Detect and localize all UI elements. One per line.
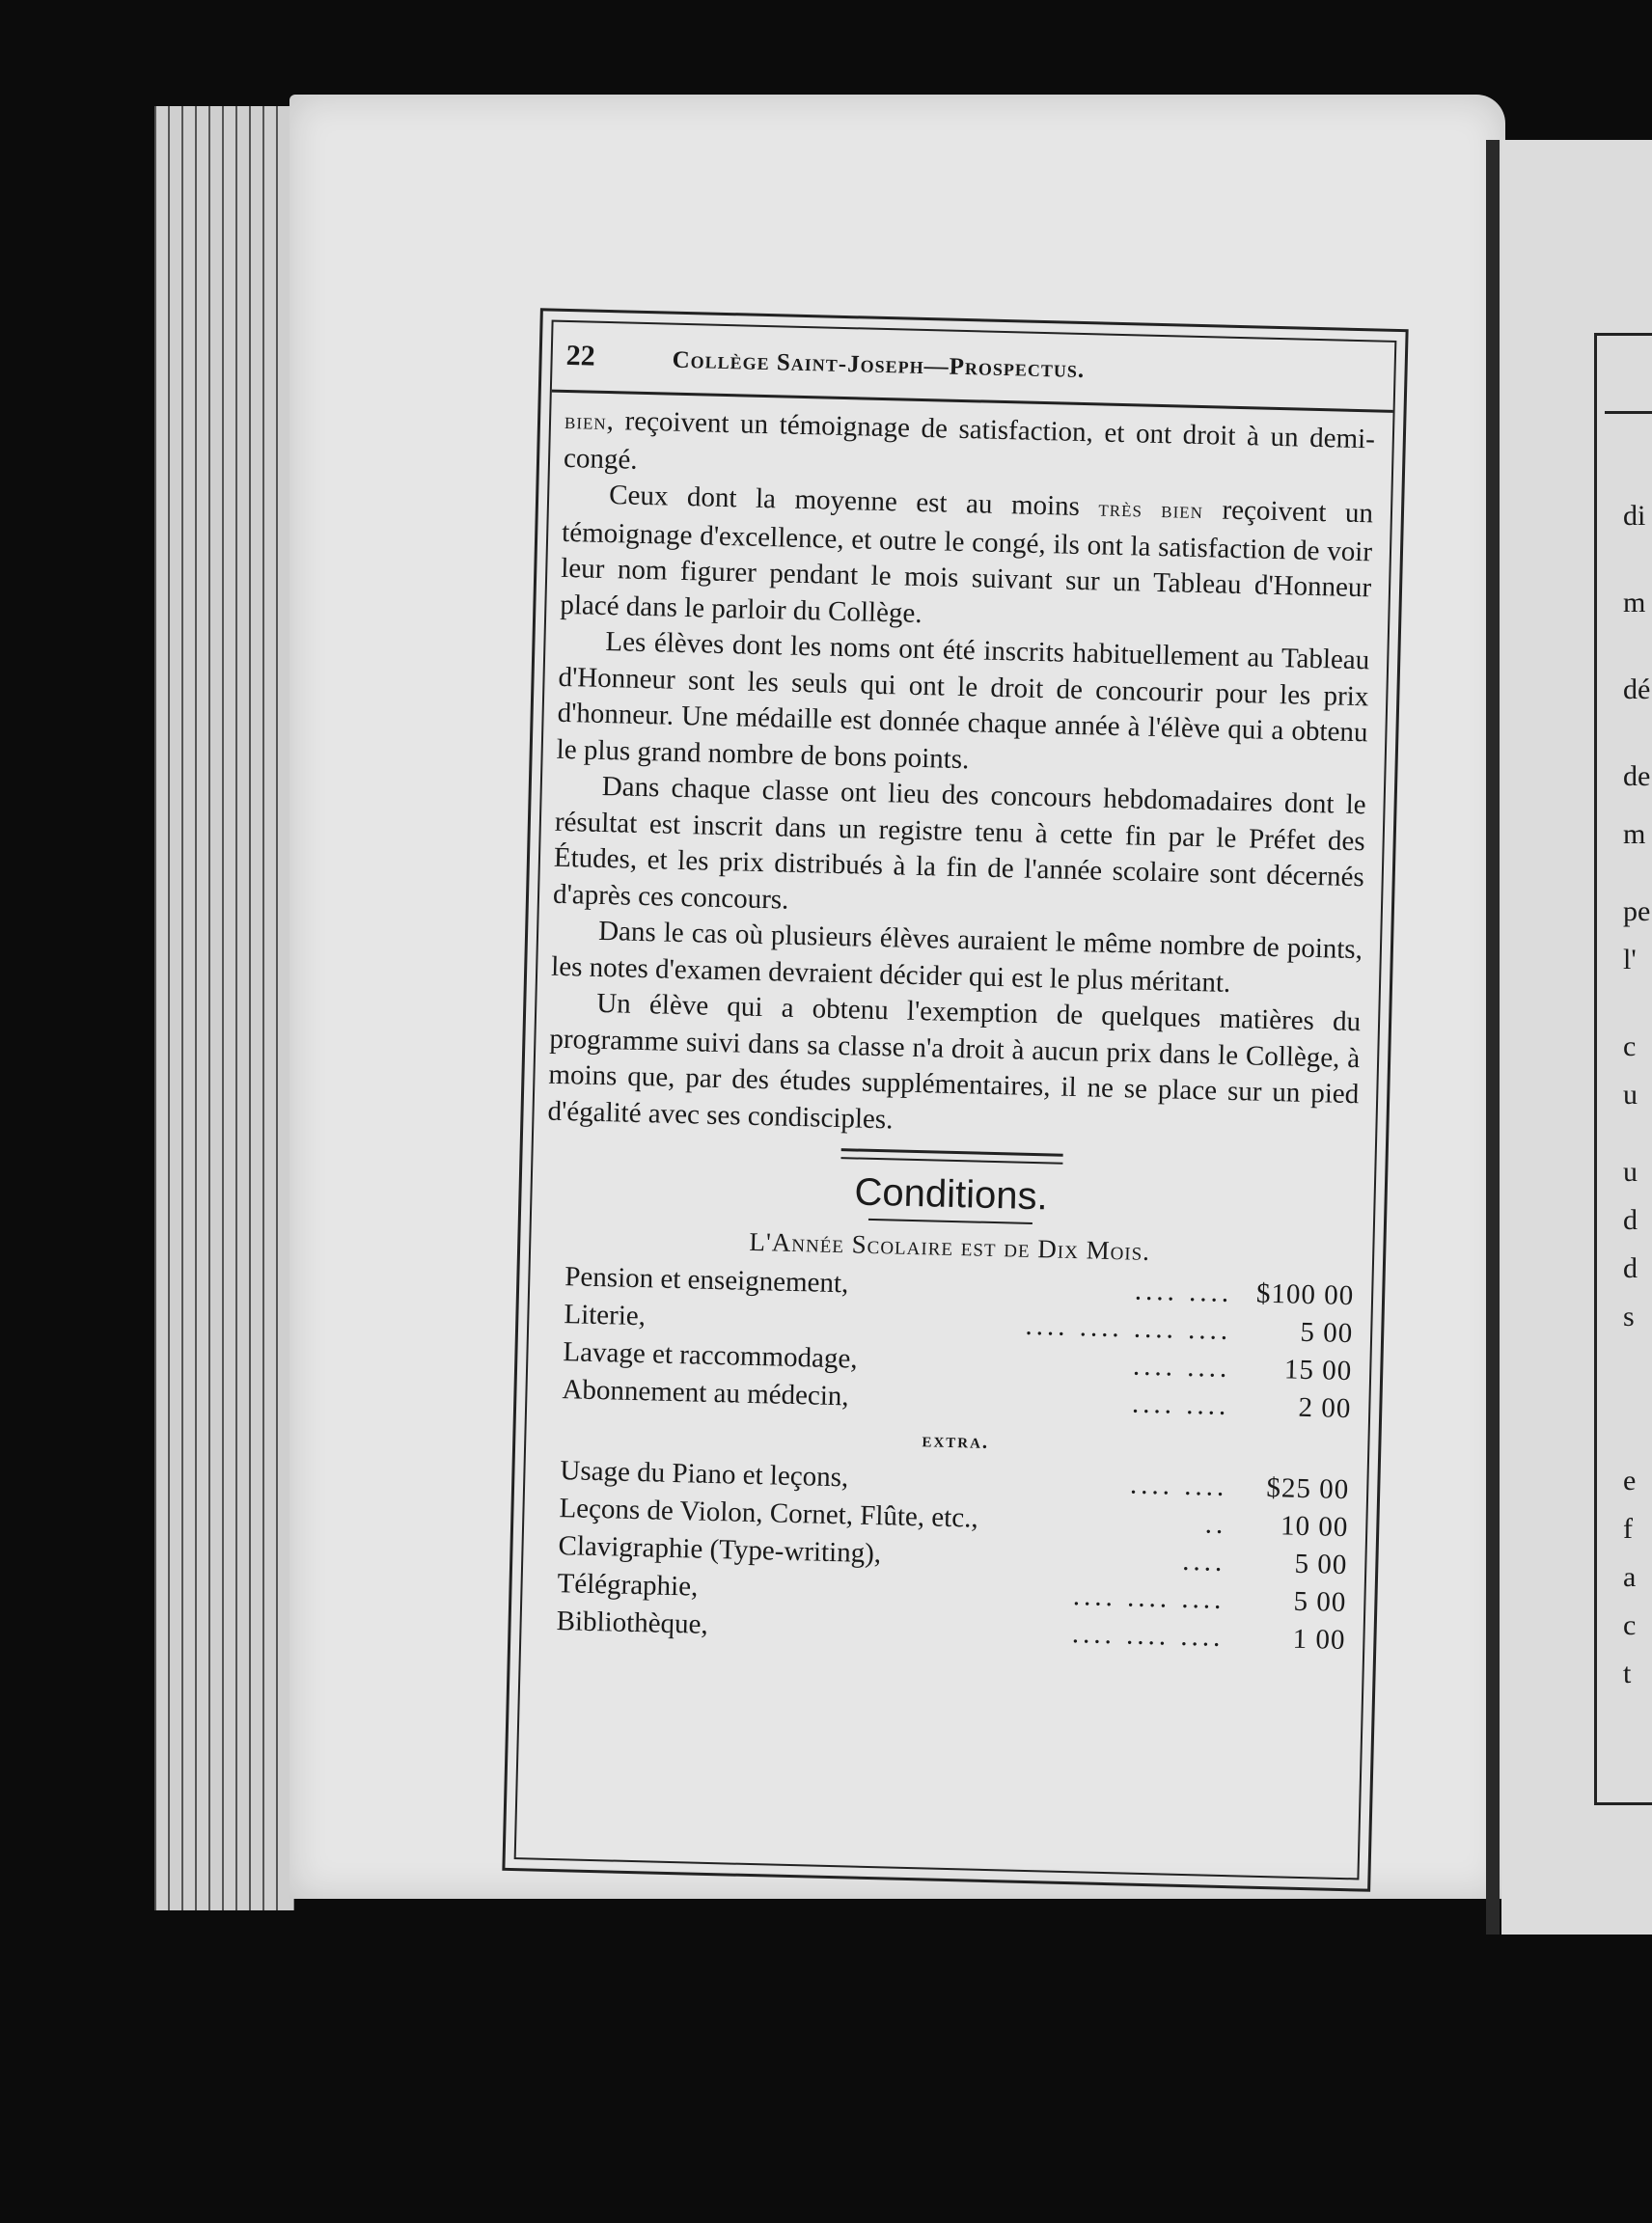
facing-page-fragment: u (1623, 1079, 1638, 1111)
facing-page-fragment: t (1623, 1658, 1632, 1689)
facing-page-fragment: m (1623, 818, 1646, 850)
facing-page-fragment: f (1623, 1513, 1633, 1545)
book-gutter (1486, 140, 1500, 1935)
section-divider (840, 1148, 1062, 1165)
fee-row: Abonnement au médecin, .... .... 2 00 (562, 1374, 1352, 1425)
facing-page-text (1623, 502, 1652, 1756)
extra-fee-row: Bibliothèque, .... .... .... 1 00 (556, 1606, 1346, 1657)
school-year-line: L'Année Scolaire est de Dix Mois. (749, 1226, 1151, 1266)
facing-page-fragment: d (1623, 1252, 1638, 1284)
extra-fee-row: Leçons de Violon, Cornet, Flûte, etc., .. 10 00 (559, 1493, 1349, 1544)
page-number: 22 (565, 339, 596, 372)
title-rule (868, 1219, 1032, 1224)
fee-row: Lavage et raccommodage, .... .... 15 00 (563, 1336, 1353, 1387)
running-title: Collège Saint-Joseph—Prospectus. (672, 346, 1086, 384)
page-header (552, 322, 1395, 413)
fee-row: Pension et enseignement, .... .... $100 00 (564, 1261, 1355, 1312)
extra-fee-row: Usage du Piano et leçons, .... .... $25 00 (560, 1455, 1350, 1506)
facing-page-fragment: pe (1623, 895, 1651, 927)
fee-row: Literie, .... .... .... .... 5 00 (564, 1299, 1354, 1350)
facing-page-fragment: e (1623, 1465, 1637, 1496)
facing-page-fragment: c (1623, 1609, 1637, 1641)
conditions-title: Conditions. (854, 1170, 1049, 1219)
fee-list (556, 1258, 1354, 1660)
paragraph: Ceux dont la moyenne est au moins très bien reçoivent un témoignage d'excellence, et outre le congé, ils ont la satisfaction de voir leur nom figurer pendant le mois suivant sur un Tableau d'Honneur placé dans le parloir du Collège. (560, 480, 1374, 629)
facing-page-fragment: a (1623, 1561, 1637, 1593)
extra-fee-row: Clavigraphie (Type-writing), .... 5 00 (558, 1530, 1348, 1581)
body-text (547, 402, 1375, 1149)
facing-page-fragment: di (1623, 500, 1646, 532)
facing-page-fragment: d (1623, 1204, 1638, 1236)
paragraph: Dans le cas où plusieurs élèves auraient le même nombre de points, les notes d'examen devraient décider qui est le plus méritant. (550, 915, 1363, 999)
facing-page-fragment: s (1623, 1301, 1635, 1332)
paragraph: Les élèves dont les noms ont été inscrits habituellement au Tableau d'Honneur sont les seuls qui ont le droit de concourir pour les prix d'honneur. Une médaille est donnée chaque année à l'élève qui a obtenu le plus grand nombre de bons points. (556, 626, 1370, 775)
paragraph: bien, reçoivent un témoignage de satisfaction, et ont droit à un demi-congé. (563, 404, 1376, 476)
extra-fee-row: Télégraphie, .... .... .... 5 00 (557, 1568, 1347, 1619)
facing-page-fragment: c (1623, 1030, 1637, 1062)
extra-heading: extra. (922, 1428, 990, 1453)
facing-page-fragment: l' (1623, 944, 1637, 975)
text-frame (502, 308, 1408, 1892)
paragraph: Dans chaque classe ont lieu des concours hebdomadaires dont le résultat est inscrit dans un registre tenu à cette fin par le Préfet des Études, et les prix distribués à la fin de l'année scolaire sont décernés d'après ces concours. (552, 770, 1366, 916)
facing-page-fragment: de (1623, 760, 1651, 792)
paragraph: Un élève qui a obtenu l'exemption de quelques matières du programme suivi dans sa classe n'a droit à aucun prix dans le Collège, à moins que, par des études supplémentaires, il ne se place sur un pied d'égalité avec ses condisciples. (547, 987, 1362, 1135)
facing-page-fragment: m (1623, 587, 1646, 618)
facing-page-fragment: u (1623, 1156, 1638, 1188)
facing-page-fragment: dé (1623, 673, 1651, 705)
